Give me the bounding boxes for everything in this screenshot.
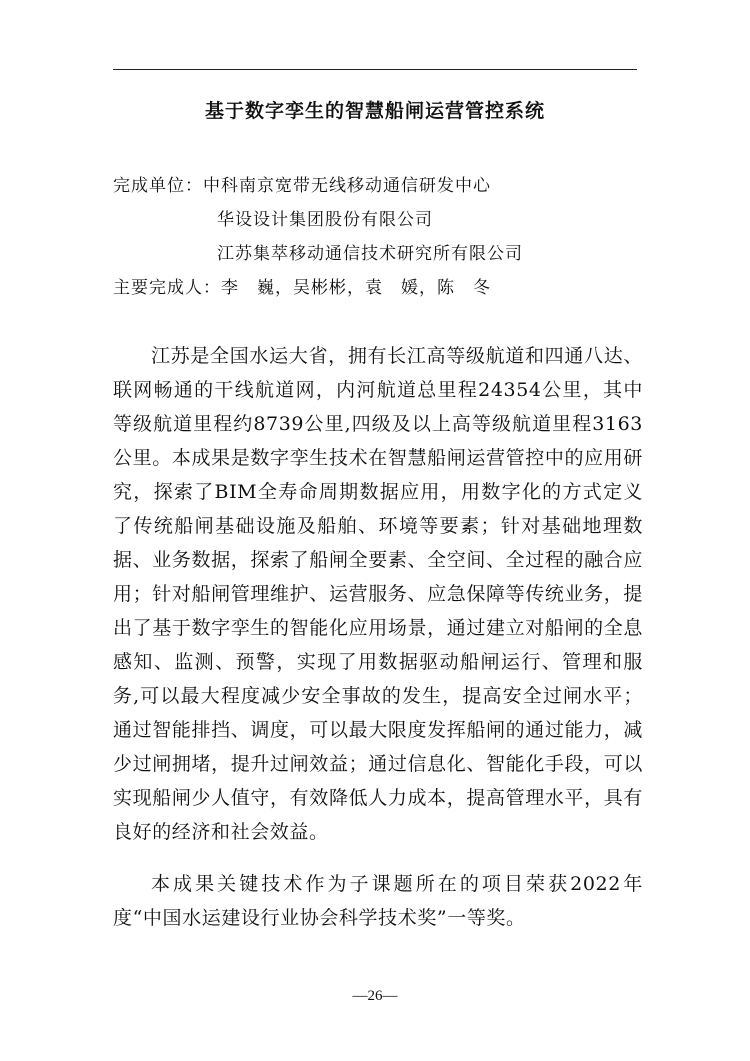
units-row <box>113 171 491 196</box>
body-paragraph: 江苏是全国水运大省，拥有长江高等级航道和四通八达、联网畅通的干线航道网，内河航道总里程24354公里，其中等级航道里程约8739公里,四级及以上高等级航道里程3163公里。本成果是数字孪生技术在智慧船闸运营管控中的应用研究，探索了BIM全寿命周期数据应用，用数字化的方式定义了传统船闸基础设施及船舶、环境等要素；针对基础地理数据、业务数据，探索了船闸全要素、全空间、全过程的融合应用；针对船闸管理维护、运营服务、应急保障等传统业务，提出了基于数字孪生的智能化应用场景，通过建立对船闸的全息感知、监测、预警，实现了用数据驱动船闸运行、管理和服务,可以最大程度减少安全事故的发生，提高安全过闸水平；通过智能排挡、调度，可以最大限度发挥船闸的通过能力，减少过闸拥堵，提升过闸效益；通过信息化、智能化手段，可以实现船闸少人值守，有效降低人力成本，提高管理水平，具有良好的经济和社会效益。 <box>113 345 643 843</box>
units-label: 完成单位： <box>113 176 203 196</box>
header-rule <box>113 69 637 70</box>
authors-list: 李 巍，吴彬彬，袁 媛，陈 冬 <box>221 278 491 298</box>
document-title: 基于数字孪生的智慧船闸运营管控系统 <box>204 100 545 122</box>
unit-name: 华设设计集团股份有限公司 <box>217 210 433 230</box>
authors-label: 主要完成人： <box>113 278 221 298</box>
body-paragraph: 本成果关键技术作为子课题所在的项目荣获2022年度“中国水运建设行业协会科学技术奖”一等奖。 <box>113 873 643 929</box>
page-number: —26— <box>352 988 398 1004</box>
unit-name: 江苏集萃移动通信技术研究所有限公司 <box>217 244 523 264</box>
authors-row <box>113 273 491 298</box>
unit-name: 中科南京宽带无线移动通信研发中心 <box>203 176 491 196</box>
